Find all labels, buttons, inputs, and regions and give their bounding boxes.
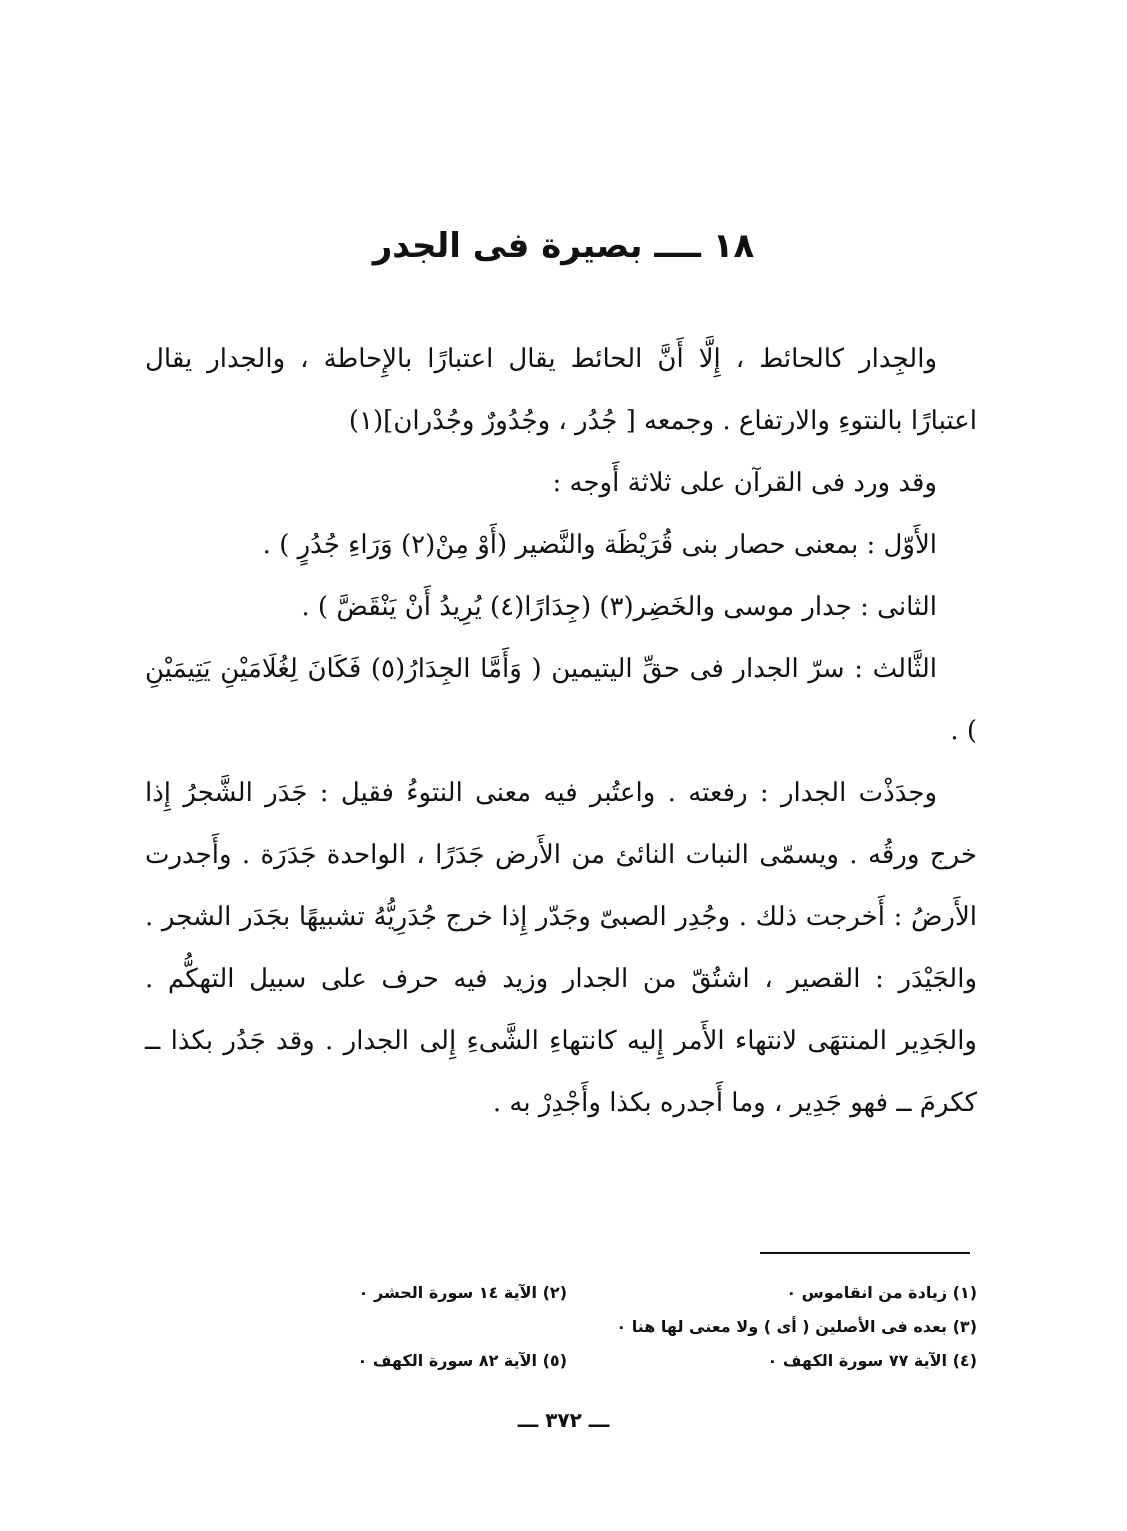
footnote-5: (٥) الآية ٨٢ سورة الكهف ٠ <box>357 1351 567 1370</box>
paragraph-intro: وقد ورد فى القرآن على ثلاثة أَوجه : <box>552 468 937 498</box>
paragraph-definition: والجِدار كالحائط ، إِلَّا أَنَّ الحائط يقال اعتبارًا بالإِحاطة ، والجدار يقال اعتبارًا بالنتوءِ والارتفاع . وجمعه [ جُدُر ، وجُدُورٌ وجُدْران](١) <box>145 344 977 436</box>
footnote-row <box>147 1276 977 1310</box>
footnote-4: (٤) الآية ٧٧ سورة الكهف ٠ <box>767 1351 977 1370</box>
footnote-row <box>147 1344 977 1378</box>
page-number: ـــ ٣٧٢ ـــ <box>517 1408 610 1432</box>
section-heading: ١٨ ــــ بصيرة فى الجدر <box>372 226 755 266</box>
footnote-row <box>147 1310 977 1344</box>
paragraph-second-meaning: الثانى : جدار موسى والخَضِر(٣) (جِدَارًا(٤) يُرِيدُ أَنْ يَنْقَضَّ ) . <box>301 592 937 622</box>
footnote-2: (٢) الآية ١٤ سورة الحشر ٠ <box>358 1283 567 1302</box>
footnote-1: (١) زيادة من انقاموس ٠ <box>786 1283 977 1302</box>
footnote-divider <box>760 1252 970 1254</box>
paragraph-third-meaning: الثَّالث : سرّ الجدار فى حقِّ اليتيمين ( وَأَمَّا الجِدَارُ(٥) فَكَانَ لِغُلَامَيْنِ يَتِيمَيْنِ ) . <box>145 654 977 746</box>
paragraph-derivations: وجدَذْت الجدار : رفعته . واعتُبر فيه معنى النتوءُ فقيل : جَدَر الشَّجرُ إِذا خرج ورقُه . ويسمّى النبات النائئ من الأَرض جَدَرًا ، الواحدة جَدَرَة . وأَجدرت الأَرضُ : أَخرجت ذلك . وجُدِر الصبىّ وجَدّر إِذا خرج جُدَرِيُّهُ تشبيهًا بجَدَر الشجر . والجَيْدَر : القصير ، اشتُقّ من الجدار وزيد فيه حرف على سبيل التهكُّم . والجَدِير المنتهَى لانتهاء الأَمر إِليه كانتهاءِ الشَّىءِ إِلى الجدار . وقد جَدُر بكذا ــ ككرمَ ــ فهو جَدِير ، وما أَجدره بكذا وأَجْدِرْ به . <box>145 778 977 1118</box>
footnote-3: (٣) بعده فى الأصلين ( أى ) ولا معنى لها هنا ٠ <box>616 1317 977 1336</box>
footnotes <box>147 1276 977 1378</box>
paragraph-first-meaning: الأَوّل : بمعنى حصار بنى قُرَيْظَة والنَّضير (أَوْ مِنْ(٢) وَرَاءِ جُدُرٍ ) . <box>262 530 937 560</box>
body-text <box>145 328 977 1134</box>
